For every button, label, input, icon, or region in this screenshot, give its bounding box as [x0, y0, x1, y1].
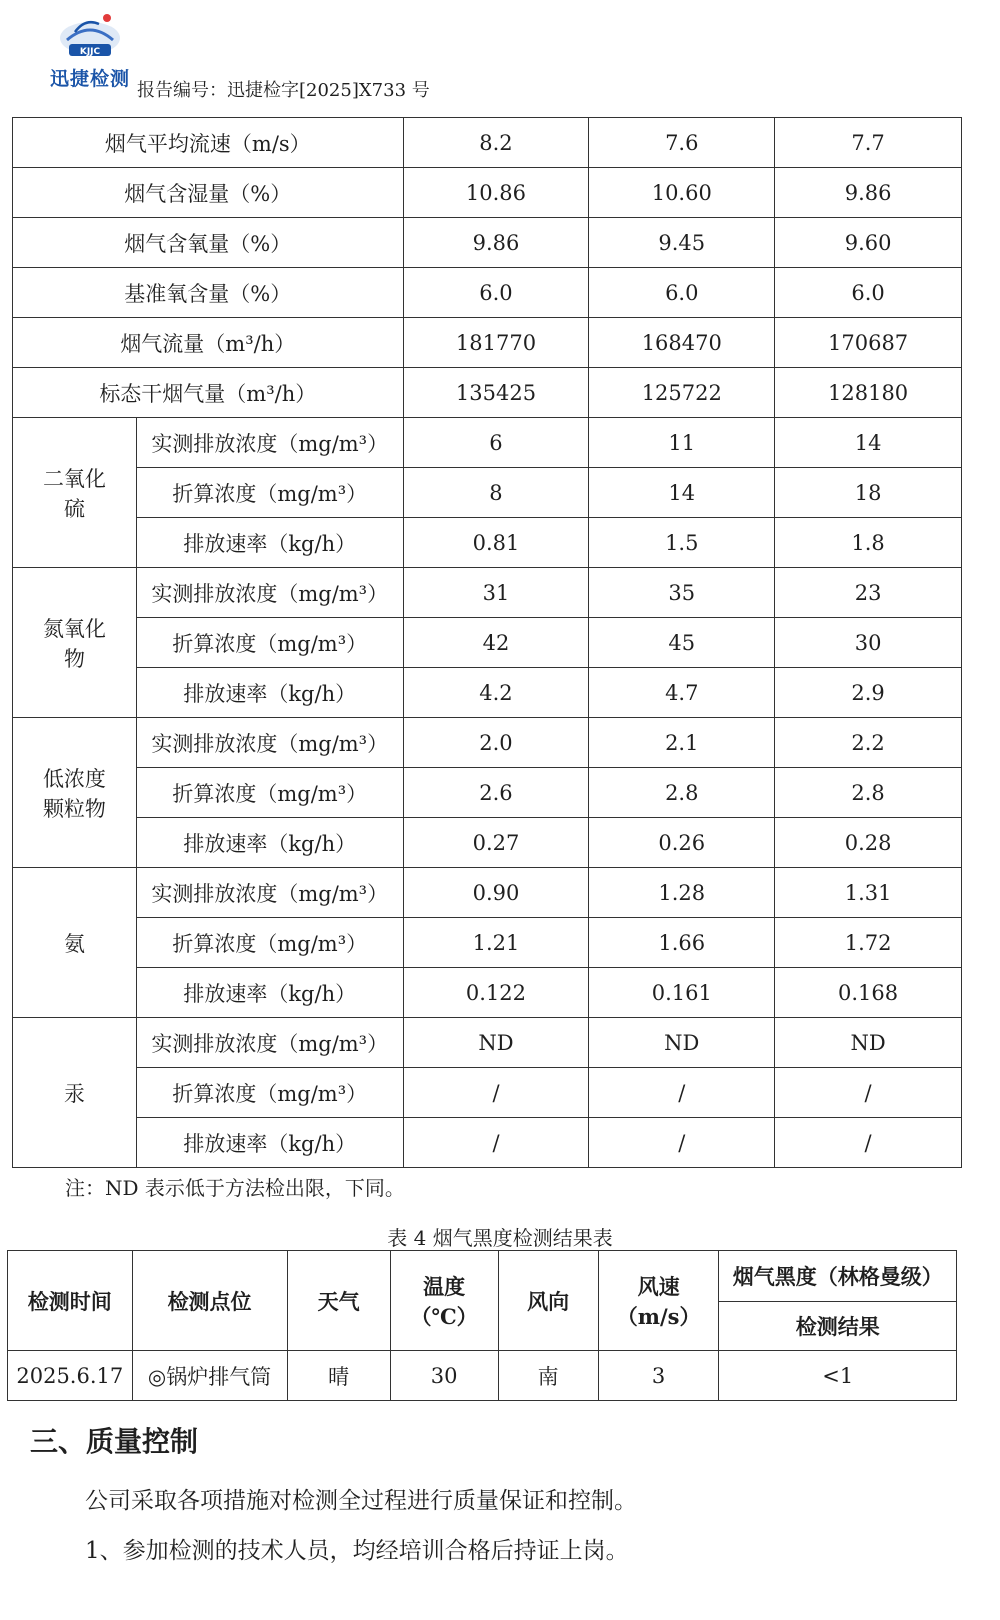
emission-results-table	[12, 117, 962, 1168]
table-note: 注：ND 表示低于方法检出限，下同。	[65, 1176, 405, 1200]
value-cell: 8	[403, 468, 589, 518]
company-logo	[45, 10, 135, 100]
row-label: 烟气含氧量（%）	[13, 218, 404, 268]
svg-text:KJJC: KJJC	[79, 47, 101, 57]
value-cell: 6	[403, 418, 589, 468]
value-cell: 1.72	[775, 918, 962, 968]
value-cell: 2.2	[775, 718, 962, 768]
section-paragraph-2: 1、参加检测的技术人员，均经培训合格后持证上岗。	[85, 1538, 629, 1564]
value-cell: 8.2	[403, 118, 589, 168]
table-row	[13, 118, 962, 168]
value-cell: 18	[775, 468, 962, 518]
table-row	[13, 468, 962, 518]
value-cell: 135425	[403, 368, 589, 418]
value-cell: 10.60	[589, 168, 775, 218]
value-cell: 2.8	[589, 768, 775, 818]
value-cell: 9.86	[403, 218, 589, 268]
value-cell: 2.9	[775, 668, 962, 718]
pollutant-name: 二氧化硫	[13, 418, 137, 568]
value-cell: 42	[403, 618, 589, 668]
value-cell: 1.66	[589, 918, 775, 968]
value-cell: 6.0	[403, 268, 589, 318]
table-row	[13, 818, 962, 868]
value-cell: 4.7	[589, 668, 775, 718]
value-cell: 1.31	[775, 868, 962, 918]
item-label: 实测排放浓度（mg/m³）	[136, 418, 403, 468]
row-label: 基准氧含量（%）	[13, 268, 404, 318]
value-cell: 1.28	[589, 868, 775, 918]
item-label: 折算浓度（mg/m³）	[136, 918, 403, 968]
header-wind-direction: 风向	[498, 1251, 598, 1351]
item-label: 排放速率（kg/h）	[136, 818, 403, 868]
value-cell: 7.7	[775, 118, 962, 168]
item-label: 实测排放浓度（mg/m³）	[136, 1018, 403, 1068]
pollutant-name: 低浓度颗粒物	[13, 718, 137, 868]
row-label: 烟气流量（m³/h）	[13, 318, 404, 368]
item-label: 排放速率（kg/h）	[136, 1118, 403, 1168]
value-cell: 1.5	[589, 518, 775, 568]
table-row	[13, 1068, 962, 1118]
item-label: 排放速率（kg/h）	[136, 668, 403, 718]
report-header	[45, 10, 645, 100]
value-cell: 14	[589, 468, 775, 518]
value-cell: ND	[403, 1018, 589, 1068]
item-label: 实测排放浓度（mg/m³）	[136, 868, 403, 918]
report-number: 报告编号：迅捷检字[2025]X733 号	[137, 80, 430, 101]
table-row	[13, 618, 962, 668]
section-title: 三、质量控制	[30, 1425, 199, 1458]
header-result: 检测结果	[719, 1302, 957, 1351]
value-cell: 9.45	[589, 218, 775, 268]
value-cell: 45	[589, 618, 775, 668]
pollutant-name: 氮氧化物	[13, 568, 137, 718]
value-cell: /	[403, 1118, 589, 1168]
table-row	[13, 418, 962, 468]
value-cell: 7.6	[589, 118, 775, 168]
logo-emblem-icon	[55, 10, 125, 62]
table-row	[13, 918, 962, 968]
value-cell: 170687	[775, 318, 962, 368]
value-cell: 14	[775, 418, 962, 468]
value-cell: 23	[775, 568, 962, 618]
cell-weather: 晴	[287, 1351, 390, 1401]
table-row	[13, 168, 962, 218]
value-cell: 2.1	[589, 718, 775, 768]
value-cell: 35	[589, 568, 775, 618]
row-label: 标态干烟气量（m³/h）	[13, 368, 404, 418]
table-row	[13, 368, 962, 418]
table-row	[13, 1118, 962, 1168]
row-label: 烟气含湿量（%）	[13, 168, 404, 218]
value-cell: 1.8	[775, 518, 962, 568]
value-cell: ND	[775, 1018, 962, 1068]
section-paragraph-1: 公司采取各项措施对检测全过程进行质量保证和控制。	[85, 1488, 637, 1514]
table4-caption: 表 4 烟气黑度检测结果表	[387, 1226, 613, 1250]
cell-result: <1	[719, 1351, 957, 1401]
value-cell: ND	[589, 1018, 775, 1068]
item-label: 实测排放浓度（mg/m³）	[136, 568, 403, 618]
value-cell: /	[403, 1068, 589, 1118]
table-row	[13, 968, 962, 1018]
value-cell: 0.161	[589, 968, 775, 1018]
table-row	[13, 268, 962, 318]
value-cell: 0.90	[403, 868, 589, 918]
cell-temperature: 30	[390, 1351, 498, 1401]
pollutant-name: 汞	[13, 1018, 137, 1168]
cell-time: 2025.6.17	[8, 1351, 133, 1401]
item-label: 实测排放浓度（mg/m³）	[136, 718, 403, 768]
item-label: 折算浓度（mg/m³）	[136, 768, 403, 818]
value-cell: 2.6	[403, 768, 589, 818]
value-cell: 125722	[589, 368, 775, 418]
value-cell: /	[775, 1068, 962, 1118]
table-row	[13, 218, 962, 268]
pollutant-name: 氨	[13, 868, 137, 1018]
cell-location: ◎锅炉排气筒	[132, 1351, 287, 1401]
value-cell: 128180	[775, 368, 962, 418]
value-cell: 2.0	[403, 718, 589, 768]
value-cell: 0.122	[403, 968, 589, 1018]
value-cell: /	[775, 1118, 962, 1168]
smoke-blackness-table	[7, 1250, 957, 1401]
table-row	[13, 568, 962, 618]
value-cell: 0.26	[589, 818, 775, 868]
item-label: 排放速率（kg/h）	[136, 968, 403, 1018]
item-label: 折算浓度（mg/m³）	[136, 1068, 403, 1118]
table-row	[13, 318, 962, 368]
table-row	[13, 1018, 962, 1068]
header-temperature: 温度（℃）	[390, 1251, 498, 1351]
value-cell: /	[589, 1118, 775, 1168]
value-cell: 0.27	[403, 818, 589, 868]
value-cell: 6.0	[775, 268, 962, 318]
header-weather: 天气	[287, 1251, 390, 1351]
value-cell: 168470	[589, 318, 775, 368]
value-cell: 0.81	[403, 518, 589, 568]
header-wind-speed: 风速（m/s）	[598, 1251, 719, 1351]
cell-wind-speed: 3	[598, 1351, 719, 1401]
value-cell: 10.86	[403, 168, 589, 218]
value-cell: /	[589, 1068, 775, 1118]
value-cell: 31	[403, 568, 589, 618]
table-row	[13, 668, 962, 718]
table-row	[13, 768, 962, 818]
value-cell: 1.21	[403, 918, 589, 968]
value-cell: 9.60	[775, 218, 962, 268]
value-cell: 11	[589, 418, 775, 468]
item-label: 折算浓度（mg/m³）	[136, 468, 403, 518]
table-row	[13, 518, 962, 568]
value-cell: 4.2	[403, 668, 589, 718]
value-cell: 2.8	[775, 768, 962, 818]
header-location: 检测点位	[132, 1251, 287, 1351]
row-label: 烟气平均流速（m/s）	[13, 118, 404, 168]
value-cell: 0.168	[775, 968, 962, 1018]
value-cell: 9.86	[775, 168, 962, 218]
value-cell: 30	[775, 618, 962, 668]
cell-wind-direction: 南	[498, 1351, 598, 1401]
item-label: 折算浓度（mg/m³）	[136, 618, 403, 668]
table-row	[13, 718, 962, 768]
value-cell: 6.0	[589, 268, 775, 318]
table-row	[13, 868, 962, 918]
header-blackness: 烟气黑度（林格曼级）	[719, 1251, 957, 1302]
value-cell: 181770	[403, 318, 589, 368]
header-time: 检测时间	[8, 1251, 133, 1351]
logo-text: 迅捷检测	[49, 68, 130, 90]
value-cell: 0.28	[775, 818, 962, 868]
item-label: 排放速率（kg/h）	[136, 518, 403, 568]
